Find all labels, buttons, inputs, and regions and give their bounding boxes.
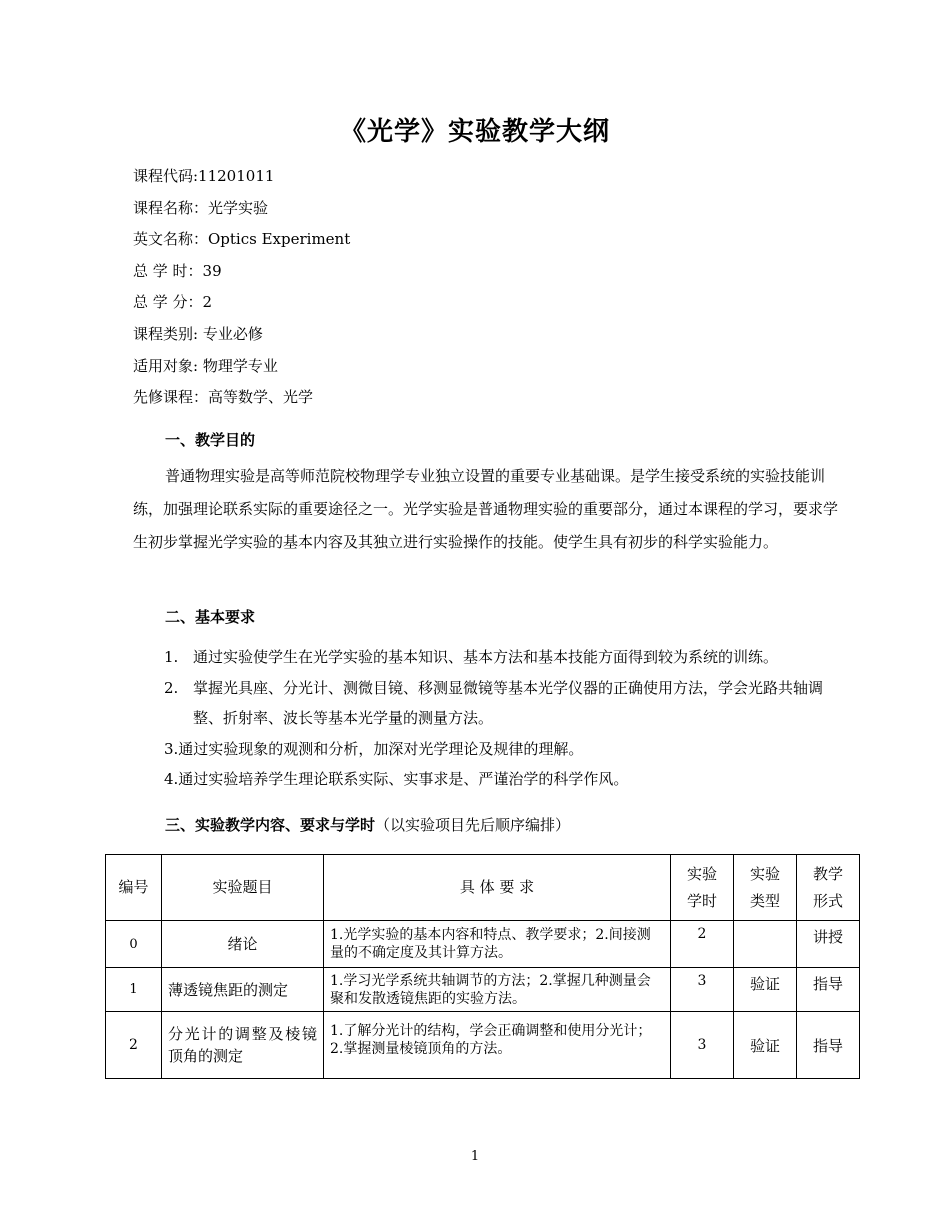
english-name: 英文名称：Optics Experiment <box>133 230 351 249</box>
experiment-table <box>105 854 860 1079</box>
objectives-paragraph <box>133 460 845 559</box>
list-item <box>133 642 845 673</box>
course-code: 课程代码:11201011 <box>133 167 275 185</box>
cell-requirements: 1.学习光学系统共轴调节的方法；2.掌握几种测量会聚和发散透镜焦距的实验方法。 <box>324 968 671 1012</box>
cell-number: 0 <box>106 921 162 968</box>
cell-type: 验证 <box>734 1012 797 1079</box>
list-item-text: 4.通过实验培养学生理论联系实际、实事求是、严谨治学的科学作风。 <box>164 770 629 788</box>
document-title: 《光学》实验教学大纲 <box>339 117 610 147</box>
cell-hours: 2 <box>671 921 734 968</box>
list-item <box>133 673 845 734</box>
header-hours-line1: 实验 <box>686 864 717 883</box>
cell-title: 分光计的调整及棱镜顶角的测定 <box>162 1012 324 1079</box>
course-name: 课程名称：光学实验 <box>133 198 269 217</box>
section-heading-text: 三、实验教学内容、要求与学时 <box>165 816 376 834</box>
header-type <box>734 855 797 921</box>
cell-requirements: 1.了解分光计的结构，学会正确调整和使用分光计；2.掌握测量棱镜顶角的方法。 <box>324 1012 671 1079</box>
target-audience: 适用对象: 物理学专业 <box>133 356 278 375</box>
objectives-text: 普通物理实验是高等师范院校物理学专业独立设置的重要专业基础课。是学生接受系统的实验技能训练，加强理论联系实际的重要途径之一。光学实验是普通物理实验的重要部分，通过本课程的学习，要求学生初步掌握光学实验的基本内容及其独立进行实验操作的技能。使学生具有初步的科学实验能力。 <box>133 467 839 551</box>
table-row <box>106 921 860 968</box>
header-requirements: 具 体 要 求 <box>324 855 671 921</box>
total-credits: 总 学 分：2 <box>133 293 213 312</box>
list-item-number: 1. <box>164 648 179 666</box>
section-heading-objectives: 一、教学目的 <box>165 431 256 449</box>
header-number: 编号 <box>106 855 162 921</box>
header-type-line1: 实验 <box>749 864 780 883</box>
list-item <box>133 764 845 795</box>
cell-type: 验证 <box>734 968 797 1012</box>
header-form <box>797 855 860 921</box>
cell-title: 薄透镜焦距的测定 <box>162 968 324 1012</box>
header-form-line2: 形式 <box>812 891 843 910</box>
list-item-number: 2. <box>164 678 179 697</box>
cell-form: 指导 <box>797 1012 860 1079</box>
header-form-line1: 教学 <box>812 864 843 883</box>
table-header-row <box>106 855 860 921</box>
table-row <box>106 968 860 1012</box>
cell-type <box>734 921 797 968</box>
requirements-list <box>133 642 845 795</box>
prerequisites: 先修课程：高等数学、光学 <box>133 388 314 407</box>
cell-form: 指导 <box>797 968 860 1012</box>
header-type-line2: 类型 <box>749 891 780 910</box>
header-title: 实验题目 <box>162 855 324 921</box>
header-hours-line2: 学时 <box>686 891 717 910</box>
total-hours: 总 学 时：39 <box>133 261 222 280</box>
cell-requirements: 1.光学实验的基本内容和特点、教学要求；2.间接测量的不确定度及其计算方法。 <box>324 921 671 968</box>
list-item-text: 掌握光具座、分光计、测微目镜、移测显微镜等基本光学仪器的正确使用方法，学会光路共轴调整、折射率、波长等基本光学量的测量方法。 <box>193 678 824 727</box>
cell-form: 讲授 <box>797 921 860 968</box>
list-item-text: 通过实验使学生在光学实验的基本知识、基本方法和基本技能方面得到较为系统的训练。 <box>193 648 779 666</box>
course-category: 课程类别: 专业必修 <box>133 324 263 343</box>
list-item <box>133 734 845 765</box>
section-heading-requirements: 二、基本要求 <box>165 608 256 626</box>
cell-title: 绪论 <box>162 921 324 968</box>
table-row <box>106 1012 860 1079</box>
section-heading-note: （以实验项目先后顺序编排） <box>375 816 571 834</box>
list-item-text: 3.通过实验现象的观测和分析，加深对光学理论及规律的理解。 <box>164 739 584 758</box>
header-hours <box>671 855 734 921</box>
cell-number: 2 <box>106 1012 162 1079</box>
cell-number: 1 <box>106 968 162 1012</box>
course-info <box>133 161 350 414</box>
page-number: 1 <box>470 1149 480 1164</box>
section-heading-content <box>165 814 570 835</box>
cell-hours: 3 <box>671 1012 734 1079</box>
cell-hours: 3 <box>671 968 734 1012</box>
